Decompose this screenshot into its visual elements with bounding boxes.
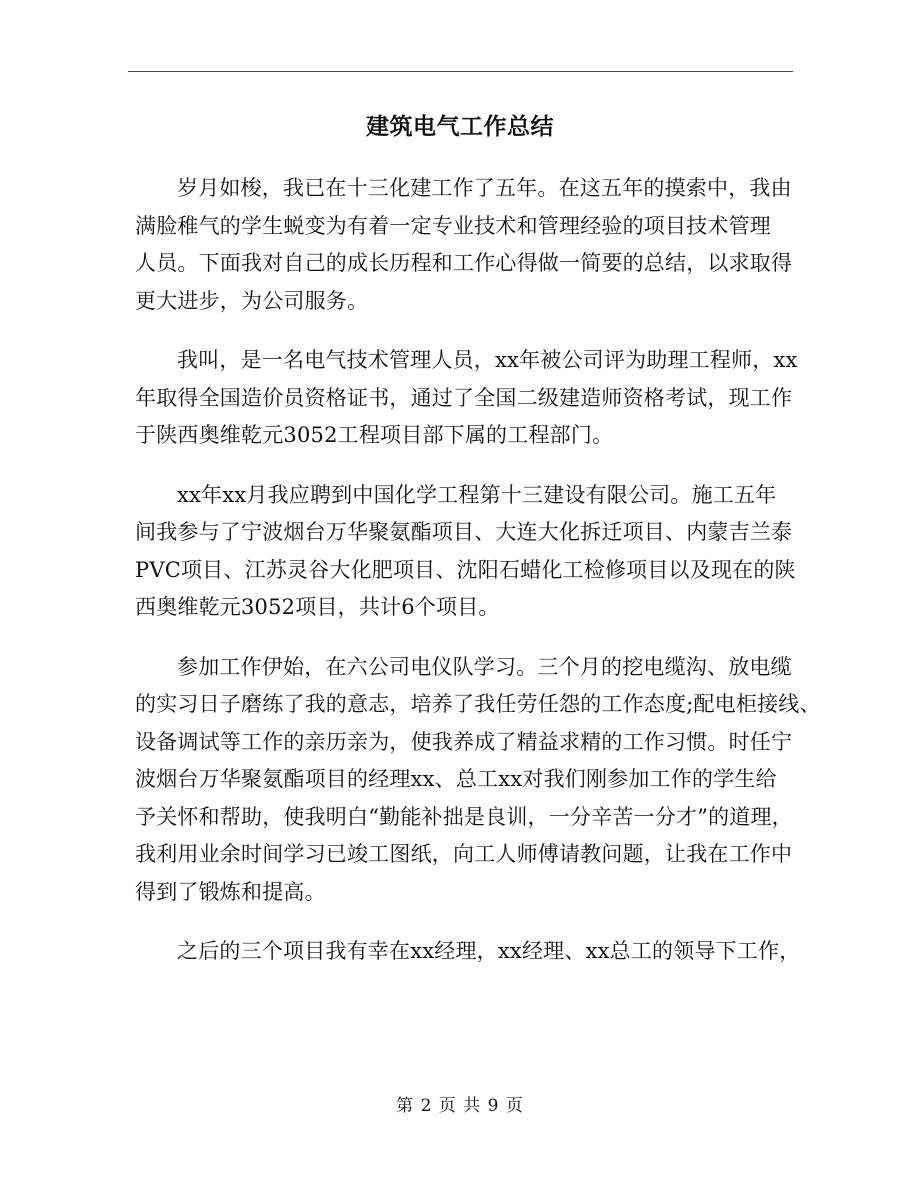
paragraph-2 <box>135 342 798 455</box>
paragraph-line: 我叫，是一名电气技术管理人员，xx年被公司评为助理工程师，xx <box>177 348 798 372</box>
header-rule <box>128 71 793 72</box>
paragraph-3 <box>135 477 796 627</box>
paragraph-line: 更大进步，为公司服务。 <box>135 288 369 313</box>
paragraph-line: 西奥维乾元3052项目，共计6个项目。 <box>135 595 500 619</box>
paragraph-line: 于陕西奥维乾元3052工程项目部下属的工程部门。 <box>135 423 614 447</box>
paragraph-line: 予关怀和帮助，使我明白“勤能补拙是良训，一分辛苦一分才”的道理， <box>135 804 793 829</box>
paragraph-line: 满脸稚气的学生蜕变为有着一定专业技术和管理经验的项目技术管理 <box>135 213 771 238</box>
paragraph-line: 参加工作伊始，在六公司电仪队学习。三个月的挖电缆沟、放电缆 <box>177 654 792 679</box>
paragraph-line: 波烟台万华聚氨酯项目的经理xx、总工xx对我们刚参加工作的学生给 <box>135 767 777 791</box>
document-title: 建筑电气工作总结 <box>366 113 554 140</box>
paragraph-line: 间我参与了宁波烟台万华聚氨酯项目、大连大化拆迁项目、内蒙吉兰泰 <box>135 520 793 544</box>
paragraph-line: 设备调试等工作的亲历亲为，使我养成了精益求精的工作习惯。时任宁 <box>135 729 793 754</box>
paragraph-line: 人员。下面我对自己的成长历程和工作心得做一简要的总结，以求取得 <box>135 251 793 275</box>
document-body <box>135 170 821 993</box>
paragraph-line: 之后的三个项目我有幸在xx经理，xx经理、xx总工的领导下工作， <box>177 939 801 963</box>
paragraph-line: xx年xx月我应聘到中国化学工程第十三建设有限公司。施工五年 <box>177 482 777 507</box>
paragraph-line: 的实习日子磨练了我的意志，培养了我任劳任怨的工作态度;配电柜接线、 <box>135 692 821 716</box>
paragraph-line: 我利用业余时间学习已竣工图纸，向工人师傅请教问题，让我在工作中 <box>135 842 793 866</box>
paragraph-line: 年取得全国造价员资格证书，通过了全国二级建造师资格考试，现工作 <box>135 385 793 410</box>
paragraph-4 <box>135 649 821 912</box>
paragraph-line: PVC项目、江苏灵谷大化肥项目、沈阳石蜡化工检修项目以及现在的陕 <box>135 557 796 582</box>
paragraph-line: 岁月如梭，我已在十三化建工作了五年。在这五年的摸索中，我由 <box>177 176 792 200</box>
paragraph-5 <box>135 933 801 971</box>
paragraph-1 <box>135 170 793 320</box>
paragraph-line: 得到了锻炼和提高。 <box>135 879 326 904</box>
page-number-footer: 第 2 页 共 9 页 <box>396 1096 524 1116</box>
